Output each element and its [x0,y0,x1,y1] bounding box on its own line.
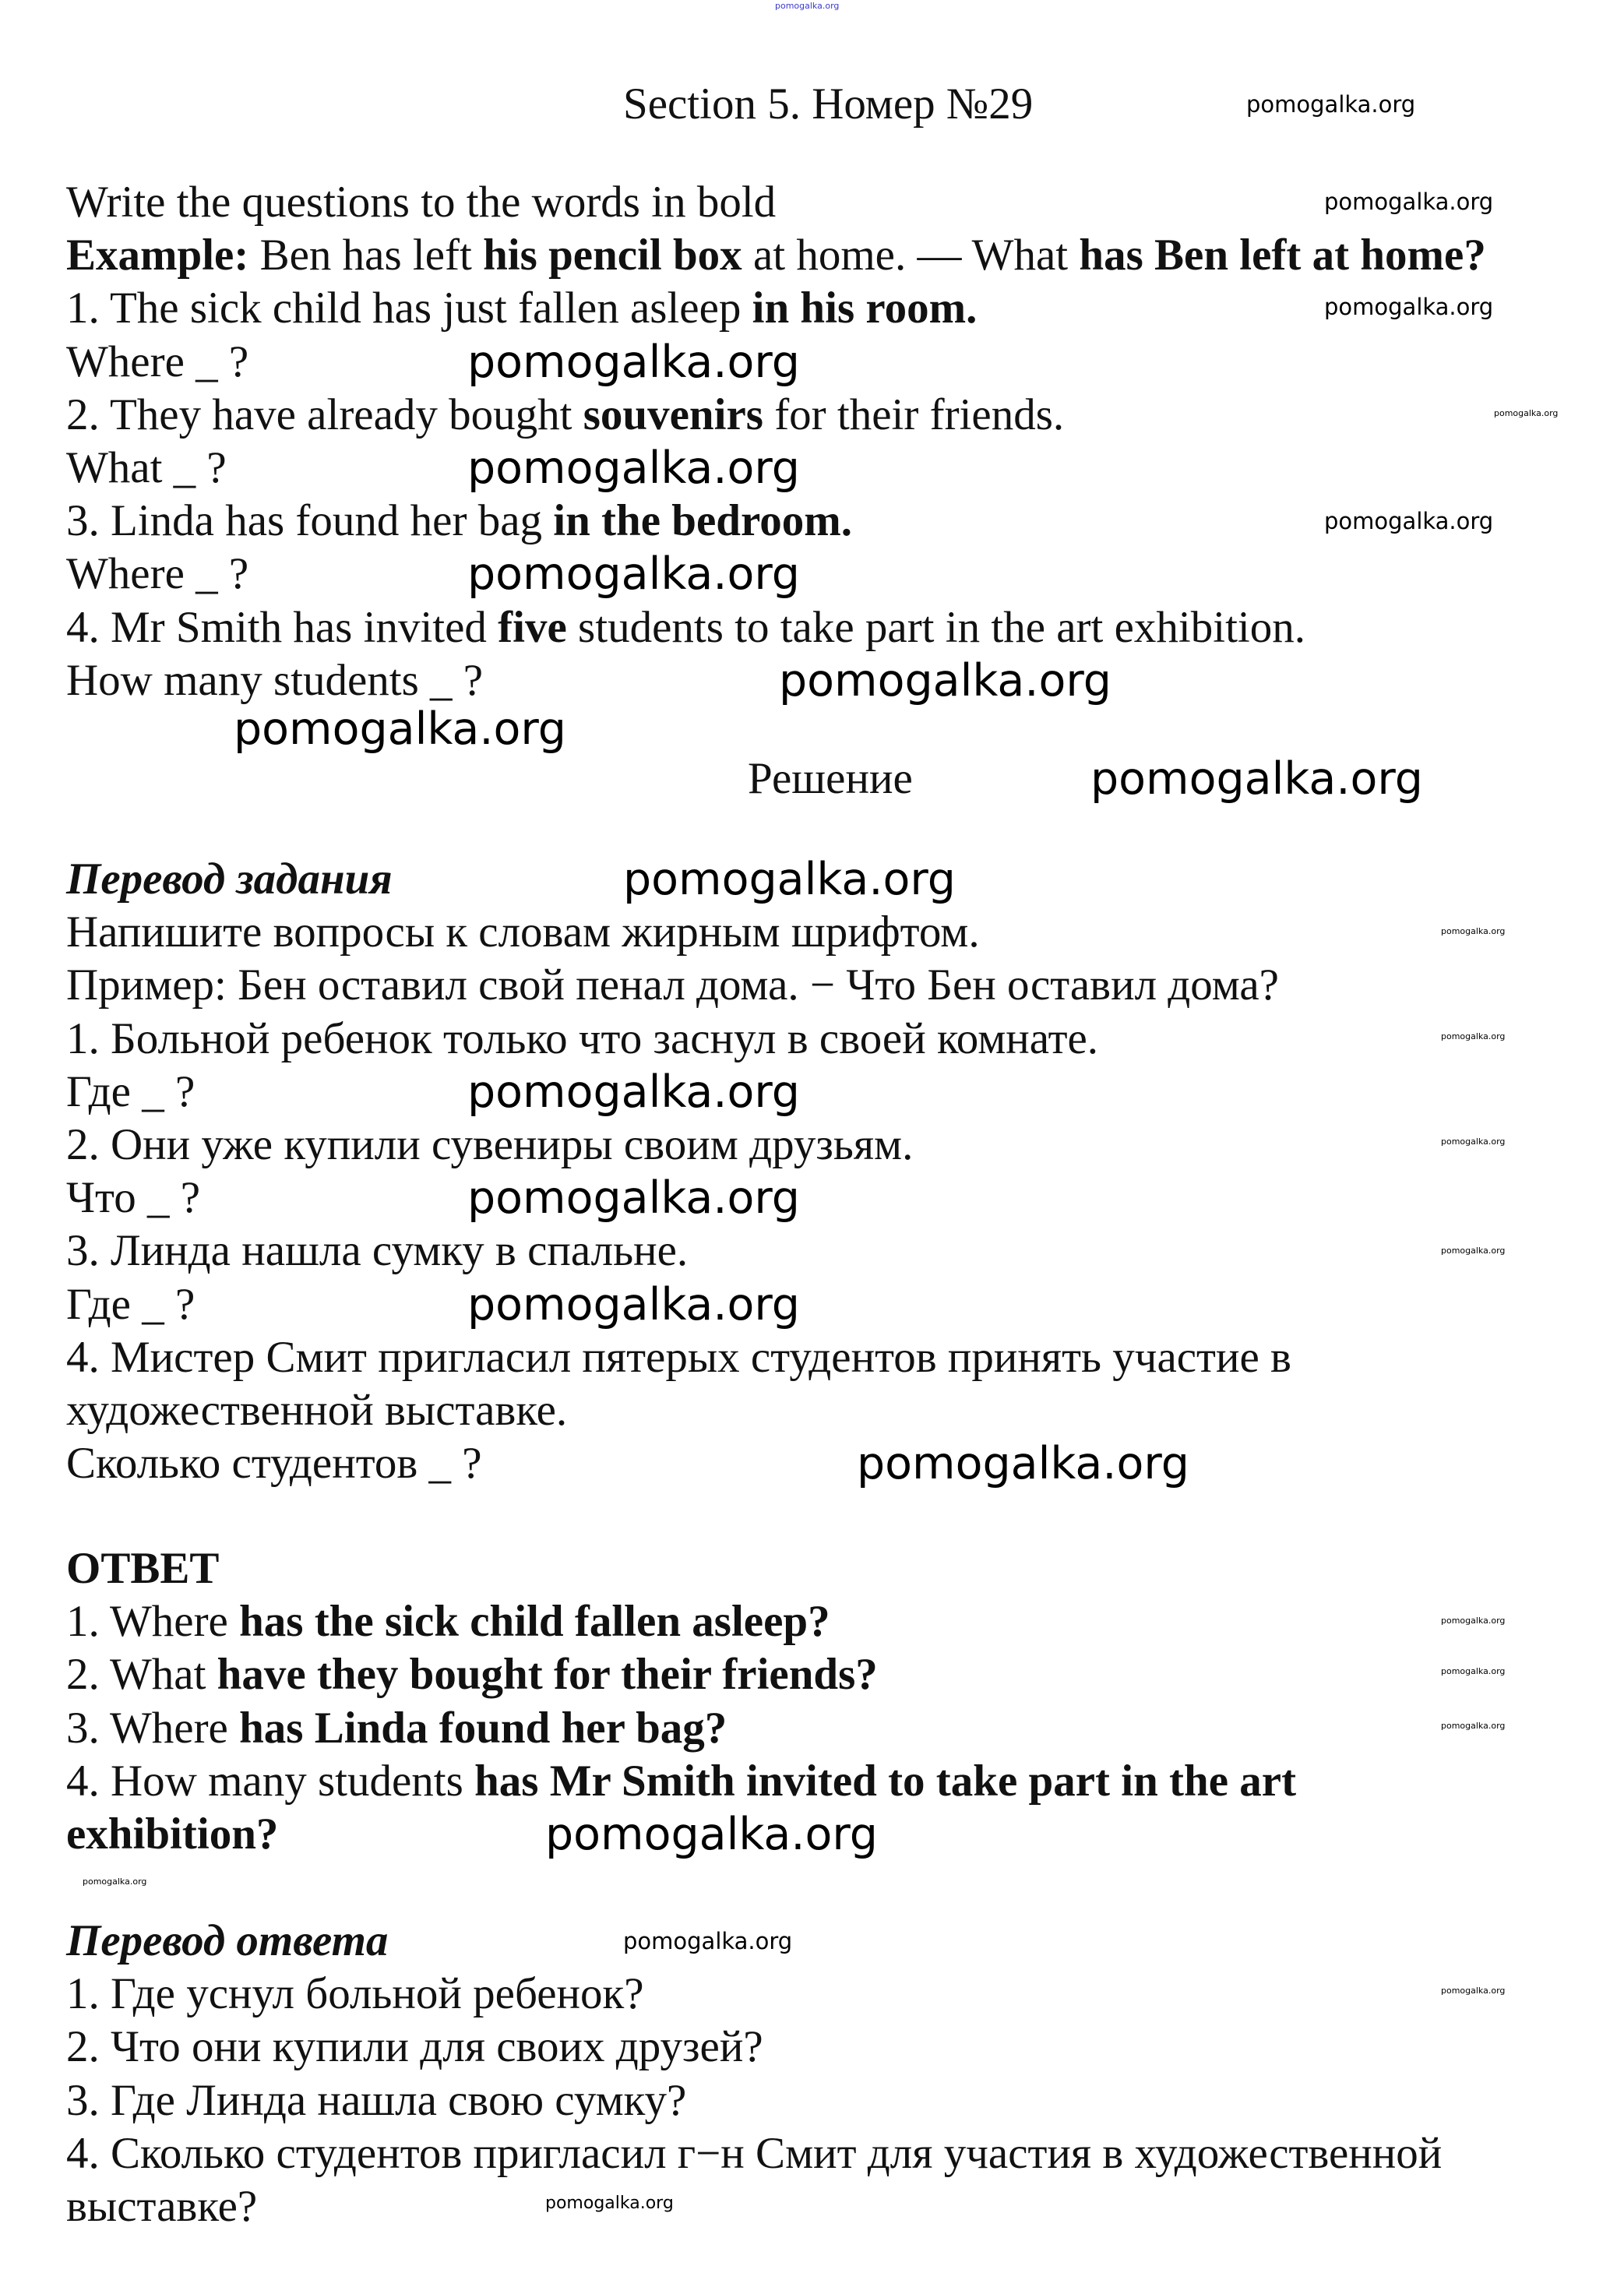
watermark: pomogalka.org [1324,508,1494,534]
watermark: pomogalka.org [545,1809,878,1860]
bold-text: Example: [66,231,260,280]
watermark: pomogalka.org [83,1877,147,1887]
watermark: pomogalka.org [623,1928,793,1954]
task-line [66,442,227,495]
text: 1. Где уснул больной ребенок? [66,1969,644,2019]
watermark: pomogalka.org [857,1438,1189,1489]
task-translation-line [66,1437,482,1490]
text: Напишите вопросы к словам жирным шрифтом. [66,907,980,957]
task-translation-line [66,1066,195,1119]
bold-text: souvenirs [583,389,763,439]
watermark: pomogalka.org [779,655,1111,707]
task-line [66,336,248,389]
watermark: pomogalka.org [1441,926,1506,936]
task-line [66,176,776,229]
task-translation-line [66,853,393,906]
task-line [66,601,1305,654]
text: Where _ ? [66,337,249,386]
bold-text: has Mr Smith invited to take part in the art [474,1756,1297,1806]
text: 3. Линда нашла сумку в спальне. [66,1226,689,1276]
watermark: pomogalka.org [467,1172,800,1224]
bold-text: has Ben left at home? [1079,231,1486,280]
task-translation-line [66,1331,1291,1384]
text: выставке? [66,2182,258,2232]
text: 1. The sick child has just fallen asleep [66,284,752,333]
task-line [66,654,483,707]
bold-text: in his room. [752,284,978,333]
bold-text: in the bedroom. [553,496,852,546]
task-line [66,229,1486,282]
answer-line [66,1702,727,1755]
answer-line [66,1595,830,1648]
task-translation-line [66,1225,688,1277]
answer-translation-line [66,2127,1442,2180]
text: Где _ ? [66,1279,196,1329]
watermark: pomogalka.org [1441,1721,1506,1731]
watermark: pomogalka.org [1441,1136,1506,1147]
watermark: pomogalka.org [234,703,566,755]
section-heading: Перевод задания [66,855,393,904]
text: Где _ ? [66,1066,196,1116]
bold-text: have they bought for their friends? [217,1650,878,1700]
text: 3. Linda has found her bag [66,496,554,546]
task-translation-line [66,1013,1098,1066]
answer-translation-line [66,2074,686,2127]
text: 3. Where [66,1703,240,1753]
watermark: pomogalka.org [1090,753,1423,805]
text: 2. They have already bought [66,389,583,439]
bold-text: exhibition? [66,1810,279,1859]
watermark: pomogalka.org [1494,408,1559,418]
watermark: pomogalka.org [1246,91,1416,118]
answer-line [66,1648,878,1701]
text: How many students _ ? [66,655,484,705]
text: 2. What [66,1650,217,1700]
watermark: pomogalka.org [1324,189,1494,215]
text: Where _ ? [66,549,249,599]
watermark: pomogalka.org [1441,1031,1506,1041]
task-translation-line [66,1172,200,1225]
bold-text: his pencil box [483,231,742,280]
text: for their friends. [763,389,1065,439]
text: Ben has left [259,231,484,280]
answer-line [66,1808,278,1861]
answer-translation-line [66,1968,644,2021]
text: What _ ? [66,443,227,493]
page-title: Section 5. Номер №29 [623,79,1034,129]
text: Write the questions to the words in bold [66,178,777,227]
task-translation-line [66,1119,913,1172]
bold-text: ОТВЕТ [66,1544,220,1593]
text: at home. — What [742,231,1080,280]
bold-text: has Linda found her bag? [239,1703,727,1753]
text: Что _ ? [66,1173,201,1223]
text: 2. Они уже купили сувениры своим друзьям. [66,1120,914,1170]
text: 3. Где Линда нашла свою сумку? [66,2075,687,2125]
watermark: pomogalka.org [1441,1986,1506,1996]
watermark: pomogalka.org [467,337,800,388]
watermark: pomogalka.org [545,2194,674,2213]
task-line [66,389,1064,442]
task-translation-line [66,1384,567,1437]
answer-line [66,1755,1296,1808]
solution-heading: Решение [748,754,913,803]
task-translation-line [66,1278,195,1331]
text: Пример: Бен оставил свой пенал дома. − Что Бен оставил дома? [66,960,1279,1010]
bold-text: five [498,602,567,652]
section-heading: Перевод ответа [66,1916,389,1965]
text: художественной выставке. [66,1386,568,1436]
watermark: pomogalka.org [467,1279,800,1330]
text: 4. Мистер Смит пригласил пятерых студентов принять участие в [66,1332,1291,1382]
text: 1. Where [66,1597,240,1647]
text: 4. Сколько студентов пригласил г−н Смит для участия в художественной [66,2128,1443,2178]
text: students to take part in the art exhibition. [566,602,1306,652]
watermark: pomogalka.org [467,1066,800,1118]
watermark: pomogalka.org [1441,1616,1506,1626]
text: 1. Больной ребенок только что заснул в своей комнате. [66,1013,1099,1063]
watermark: pomogalka.org [1324,294,1494,320]
watermark: pomogalka.org [1441,1246,1506,1256]
answer-translation-line [66,2021,763,2074]
answer-line [66,1542,219,1595]
watermark: pomogalka.org [623,854,956,905]
task-translation-line [66,906,980,959]
text: 4. How many students [66,1756,475,1806]
task-line [66,282,977,335]
task-line [66,548,248,601]
text: Сколько студентов _ ? [66,1439,482,1489]
watermark: pomogalka.org [775,1,840,11]
text: 4. Mr Smith has invited [66,602,498,652]
answer-translation-line [66,2180,257,2233]
watermark: pomogalka.org [467,548,800,600]
answer-translation-block [66,1915,1442,2233]
watermark: pomogalka.org [467,442,800,494]
bold-text: has the sick child fallen asleep? [239,1597,830,1647]
watermark: pomogalka.org [1441,1666,1506,1676]
text: 2. Что они купили для своих друзей? [66,2022,763,2072]
answer-translation-line [66,1915,388,1968]
task-line [66,495,852,548]
task-translation-line [66,959,1279,1012]
